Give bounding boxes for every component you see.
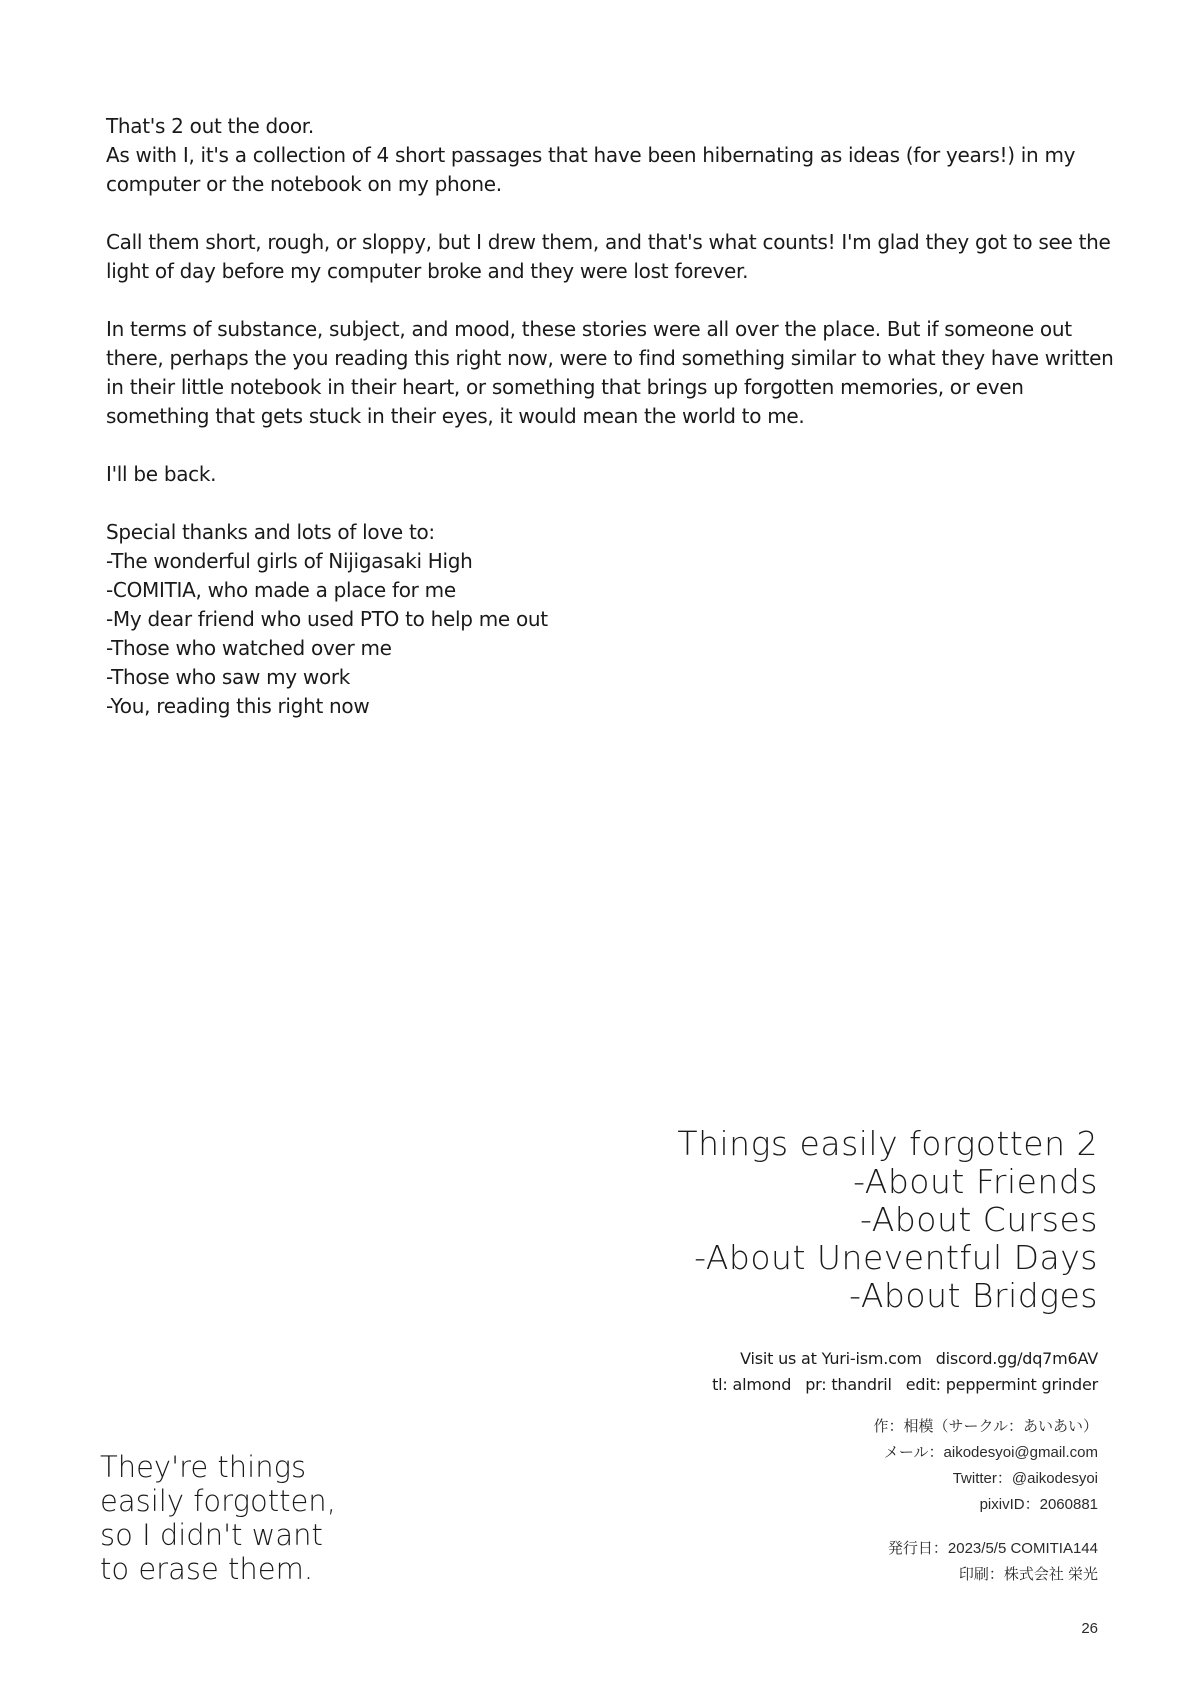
mail-contact: メール：aikodesyoi@gmail.com (883, 1444, 1098, 1461)
chapter-title: -About Friends (853, 1162, 1098, 1201)
thanks-list (106, 547, 1116, 721)
quote-line: so I didn't want (100, 1518, 323, 1552)
chapter-title: -About Bridges (849, 1276, 1098, 1315)
afterword-text (106, 112, 1116, 721)
credits-line-staff (712, 1372, 1098, 1398)
colophon (873, 1414, 1098, 1588)
thanks-item: -My dear friend who used PTO to help me out (106, 607, 548, 631)
credits-line-links (712, 1346, 1098, 1372)
closing-quote (100, 1450, 336, 1586)
thanks-item: -Those who watched over me (106, 636, 392, 660)
afterword-paragraph: As with I, it's a collection of 4 short passages that have been hibernating as ideas (for years!) in my computer or the notebook on my phone. (106, 143, 1076, 196)
thanks-item: -You, reading this right now (106, 694, 370, 718)
quote-line: to erase them. (100, 1552, 314, 1586)
thanks-heading: Special thanks and lots of love to: (106, 520, 435, 544)
book-title-block (677, 1125, 1098, 1315)
discord-link[interactable]: discord.gg/dq7m6AV (935, 1349, 1098, 1368)
site-link[interactable]: Visit us at Yuri-ism.com (740, 1349, 922, 1368)
afterword-paragraph: In terms of substance, subject, and mood, these stories were all over the place. But if someone out there, perhaps the you reading this right now, were to find something similar to what they have written in their little notebook in their heart, or something that brings up forgotten memories, or even something that gets stuck in their eyes, it would mean the world to me. (106, 317, 1114, 428)
page-number: 26 (1081, 1620, 1098, 1637)
thanks-item: -The wonderful girls of Nijigasaki High (106, 549, 473, 573)
chapter-title: -About Curses (860, 1200, 1098, 1239)
quote-line: easily forgotten, (100, 1484, 336, 1518)
colophon-spacer (873, 1518, 1098, 1536)
twitter-contact: Twitter：@aikodesyoi (952, 1470, 1098, 1487)
publish-date: 発行日：2023/5/5 COMITIA144 (887, 1540, 1098, 1557)
book-title: Things easily forgotten 2 (677, 1124, 1098, 1163)
afterword-paragraph: That's 2 out the door. (106, 114, 314, 138)
translation-credits (712, 1346, 1098, 1398)
printer-credit: 印刷：株式会社 栄光 (958, 1566, 1098, 1583)
thanks-item: -COMITIA, who made a place for me (106, 578, 456, 602)
chapter-title: -About Uneventful Days (694, 1238, 1098, 1277)
pixiv-id: pixivID：2060881 (979, 1496, 1098, 1513)
translator-credit: tl: almond (712, 1375, 792, 1394)
thanks-item: -Those who saw my work (106, 665, 351, 689)
editor-credit: edit: peppermint grinder (905, 1375, 1098, 1394)
afterword-paragraph: Call them short, rough, or sloppy, but I drew them, and that's what counts! I'm glad they got to see the light of day before my computer broke and they were lost forever. (106, 230, 1111, 283)
quote-line: They're things (100, 1450, 307, 1484)
afterword-paragraph: I'll be back. (106, 462, 217, 486)
proofreader-credit: pr: thandril (805, 1375, 892, 1394)
author-credit: 作：相模（サークル：あいあい） (873, 1418, 1098, 1435)
